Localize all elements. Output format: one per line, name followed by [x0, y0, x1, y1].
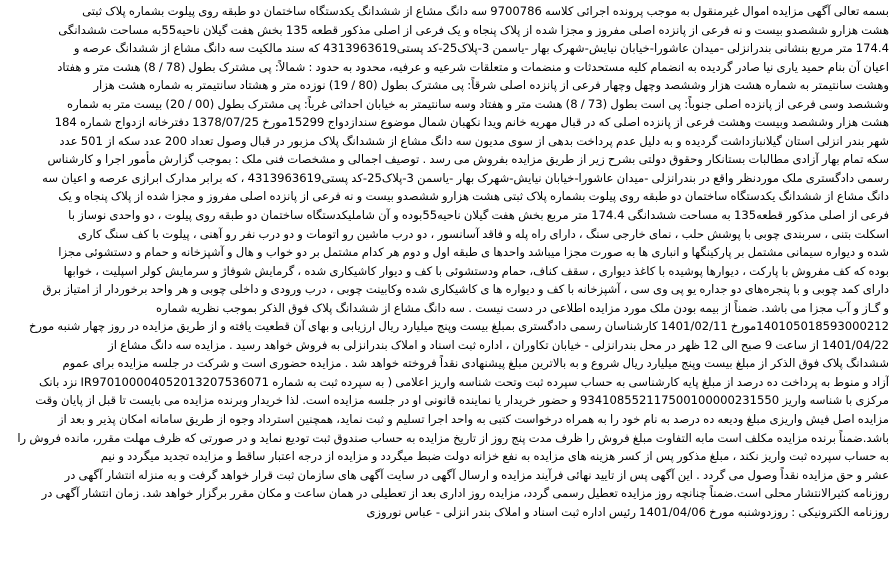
notice-line-26: عشر و حق مزایده نقداً وصول می گردد . این آگهی پس از تایید نهائی فرآیند مزایده و ارسال آگهی در سایت آگهی های سازمان ثبت قرار خواهد گرفت و به منزله انتشار آگهی در — [64, 467, 889, 482]
notice-line-23: مزایده اصل فیش واریزی مبلغ ودیعه ده درصد به نام خود را به همراه درخواست کتبی به واحد اجرا تسلیم و ثبت نماید، همچنین استرداد وجوه از طریق سامانه امکان پذیر و بعد از — [57, 412, 889, 427]
notice-line-14: شده و دیواره سیمانی مشتمل بر پارکینگها و انباری ها به صورت مجزا میباشد واحدها ی طبقه اول و دوم هر کدام مشتمل بر دو خواب و هال و آشپزخانه و حمام و دستشوئی مجزا — [58, 245, 889, 260]
notice-line-12: فرعی از اصلی مذکور قطعه135 به مساحت ششدانگی 174.4 متر مربع بخش هفت گیلان ناحیه55بوده و آن شاملیکدستگاه ساختمان دو طبقه روی پیلوت ، دو واحدی نوساز با — [68, 208, 889, 223]
notice-line-27: روزنامه کثیرالانتشار محلی است.ضمناً چنانچه روز مزایده تعطیل رسمی گردد، مزایده روز اداری بعد از تعطیلی در همان ساعت و مکان مقرر برگزار خواهد شد. زمان انتشار آگهی در — [41, 486, 889, 501]
notice-line-21: آزاد و منوط به پرداخت ده درصد از مبلغ پایه کارشناسی به حساب سپرده ثبت وتحت شناسه واریز اعلامی ( به سپرده ثبت به شماره IR970100004052013207536071 نزد بانک — [38, 374, 889, 389]
notice-line-20: ششدانگ پلاک فوق الذکر از مبلغ بیست وپنج میلیارد ریال شروع و به بالاترین مبلغ پیشنهادی نقداً فروخته خواهد شد . مزایده حضوری است و شرکت در جلسه مزایده برای عموم — [62, 356, 889, 371]
notice-line-15: بوده که کف مفروش با پارکت ، دیوارها پوشیده با کاغذ دیواری ، سقف کناف، حمام ودستشوئی با کف و دیوار کاشیکاری شده ، گرمایش شوفاژ و سرمایش کولر اسپلیت ، خوابها — [63, 263, 889, 278]
notice-line-16: دارای کمد چوبی و با پنجره‌های دو جداره یو پی وی سی ، آشپزخانه با کف و دیواره ها ی کاشیکاری شده وکابینت چوبی ، درب ورودی و داخلی چوبی و هر واحد برخوردار از امتیاز برق — [42, 282, 889, 297]
notice-line-11: دانگ مشاع از ششدانگ یکدستگاه ساختمان دو طبقه روی پیلوت بشماره پلاک ثبتی هشت هزارو ششصدو بیست و نه فرعی از پانزده اصلی مفروز و مجزا شده از پلاک پنجاه و یک — [58, 189, 889, 204]
notice-line-28: روزنامه الکترونیکی : روزدوشنبه مورخ 1401/04/06 رئیس اداره ثبت اسناد و املاک بندر انزلی - عباس نوروزی — [366, 504, 889, 519]
notice-line-25: به حساب سپرده ثبت واریز نکند ، مبلغ مذکور پس از کسر هزینه های مزایده به نفع خزانه دولت ضبط میگردد و مزایده از درجه اعتبار ساقط و مزایده تجدید میگردد و نیم — [100, 449, 889, 464]
notice-line-7: هشت هزار وششصد وبیست وهشت فرعی از پانزده اصلی که در قبال مهریه خانم ویدا نکهبان شمال موضوع سندازدواج 15299مورخ 1378/07/25 دفترخانه ازدواج شماره 184 — [54, 115, 889, 130]
notice-line-17: و گـاز و آب مجزا می باشد. ضمناً از بیمه بودن ملک مورد مزایده اطلاعی در دست نیست . سه دانگ مشاع از ششدانگ پلاک فوق الذکر بموجب نظریه شماره — [155, 300, 889, 315]
notice-line-22: مرکزی با شناسه واریز 934108552117500100000231550 و حضور خریدار یا نماینده قانونی او در جلسه مزایده است. لذا خریدار وبرنده مزایده می بایست تا قبل از پایان وقت — [35, 393, 889, 408]
notice-line-1: بسمه تعالی آگهی مزایده اموال غیرمنقول به موجب پرونده اجرائی کلاسه 9700786 سه دانگ مشاع از ششدانگ یکدستگاه ساختمان دو طبقه روی پیلوت بشماره پلاک ثبتی — [82, 4, 889, 18]
notice-line-8: شهر بندر انزلی استان گیلانبازداشت گردیده و به دلیل عدم پرداخت بدهی از سوی مدیون سه دانگ مشاع از ششدانگ پلاک مزبور در قبال وصول تعداد 200 عدد سکه از 501 عدد — [59, 133, 889, 148]
notice-line-6: وششصد وسی فرعی از پانزده اصلی جنوباً: پی است بطول (73 / 8) هشت متر و هفتاد وسه سانتیمتر به خیابان احداثی غرباً: پی مشترک بطول (00 / 20) بیست متر به شماره — [67, 96, 889, 111]
notice-line-2: هشت هزارو ششصدو بیست و نه فرعی از پانزده اصلی مفروز و مجزا شده از پلاک پنجاه و یک فرعی از اصلی مذکور قطعه 135 بخش هفت گیلان ناحیه55به مساحت ششدانگی — [58, 22, 889, 37]
notice-line-5: وهشت سانتیمتر به شماره هشت هزار وششصد وچهل وچهار فرعی از پانزده اصلی شرقاً: پی مشترک بطول (80 / 19) نوزده متر و هشتاد سانتیمتر به شماره هشت هزار — [93, 78, 889, 93]
notice-line-18: 140105018593000212مورخ 1401/02/11 کارشناسان رسمی دادگستری بمبلغ بیست وپنج میلیارد ریال ارزیابی و بهای آن قطعیت یافته و از طریق مزایده در روز چهار شنبه مورخ — [28, 319, 889, 334]
notice-line-10: رسمی دادگستری ملک موردنظر واقع در بندرانزلی -میدان عاشورا-خیابان نیایش-شهرک بهار -یاسمن 3-پلاک25-کد پستی4313963619 ، که برابر مدارک ابرازی عرصه و اعیان سه — [42, 170, 889, 185]
notice-line-19: 1401/04/22 از ساعت 9 صبح الی 12 ظهر در محل بندرانزلی - خیابان تکاوران ، اداره ثبت اسناد و املاک بندرانزلی به فروش خواهد رسید . مزایده سه دانگ مشاع از — [108, 337, 889, 352]
notice-line-4: اعیان آن بنام حمید یاری نیا صادر گردیده به انضمام کلیه مستحدثات و منضمات و متعلقات شرعیه و عرفیه، محدود به حدود : شمالاً: پی مشترک بطول (78 / 8) هشت متر و هفتاد — [57, 59, 889, 74]
notice-line-13: اسکلت بتنی ، سربندی چوبی با پوشش حلب ، نمای خارجی سنگ ، دارای راه پله و فاقد آسانسور ، دو درب ماشین رو اتومات و دو درب نفر رو آهنی ، پیلوت با کف سنگ کاری — [77, 226, 889, 241]
notice-line-24: باشد.ضمناً برنده مزایده مکلف است مابه التفاوت مبلغ فروش را ظرف مدت پنج روز از تاریخ مزایده به حساب صندوق ثبت تودیع نماید و در صورتی که ظرف مهلت مقرر، مانده فروش را — [17, 430, 889, 445]
notice-line-9: سکه تمام بهار آزادی مطالبات بستانکار وحقوق دولتی بشرح زیر از طریق مزایده بفروش می رسد . توصیف اجمالی و مشخصات فنی ملک : بموجب گزارش مأمور اجرا و کارشناس — [47, 152, 889, 167]
notice-line-3: 174.4 متر مربع بنشانی بندرانزلی -میدان عاشورا-خیابان نیایش-شهرک بهار -یاسمن 3-پلاک25-کد پستی4313963619 که سند مالکیت سه دانگ مشاع از ششدانگ عرصه و — [73, 41, 889, 56]
